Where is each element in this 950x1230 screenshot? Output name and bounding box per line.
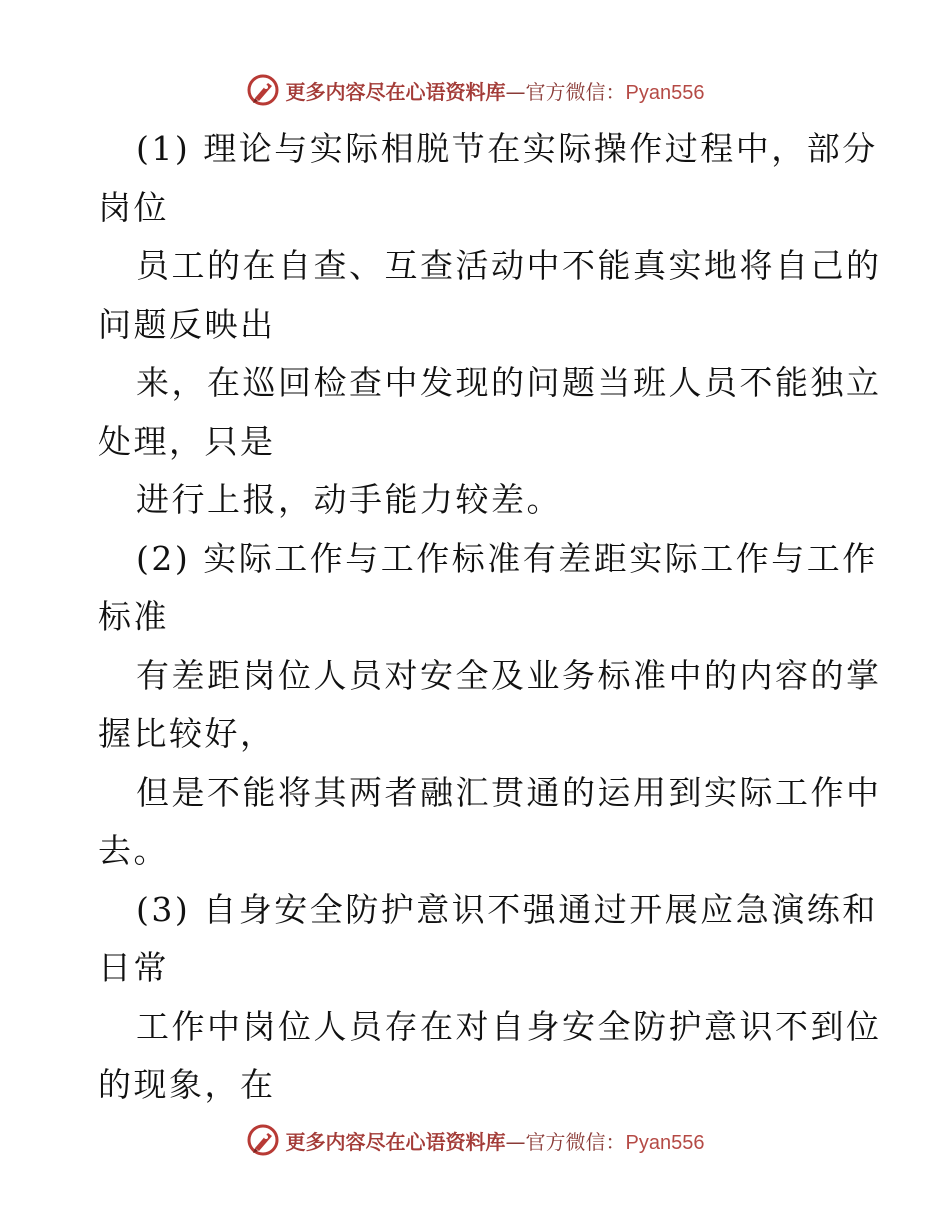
body-line: 问题反映出 (98, 304, 276, 344)
header-contact-label: 官方微信： (525, 79, 626, 104)
body-line: (1) 理论与实际相脱节在实际操作过程中，部分 (136, 129, 878, 168)
header-separator: — (505, 79, 526, 104)
footer-banner (0, 1118, 950, 1162)
footer-brand: 更多内容尽在心语资料库 (285, 1129, 506, 1154)
body-line: 处理，只是 (98, 421, 276, 461)
pen-logo-icon (246, 73, 280, 107)
body-line: 但是不能将其两者融汇贯通的运用到实际工作中 (136, 772, 882, 812)
body-line: 的现象，在 (98, 1065, 276, 1104)
body-line: 来，在巡回检查中发现的问题当班人员不能独立 (136, 363, 882, 402)
body-line: (3) 自身安全防护意识不强通过开展应急演练和 (136, 889, 878, 929)
body-line: 进行上报，动手能力较差。 (136, 480, 562, 519)
body-line: 标准 (98, 597, 169, 636)
footer-separator: — (505, 1129, 526, 1154)
body-line: 岗位 (98, 187, 169, 227)
header-banner-text (286, 76, 705, 105)
footer-contact-label: 官方微信： (525, 1129, 626, 1154)
body-line: (2) 实际工作与工作标准有差距实际工作与工作 (136, 538, 878, 578)
header-brand: 更多内容尽在心语资料库 (285, 79, 506, 104)
body-line: 去。 (98, 831, 169, 870)
body-line: 日常 (98, 948, 169, 987)
footer-contact-handle: Pyan556 (625, 1131, 705, 1154)
footer-banner-text (286, 1126, 705, 1155)
document-body (98, 120, 882, 1115)
body-line: 工作中岗位人员存在对自身安全防护意识不到位 (136, 1006, 882, 1046)
body-line: 握比较好， (98, 714, 276, 753)
body-line: 有差距岗位人员对安全及业务标准中的内容的掌 (136, 655, 882, 695)
header-contact-handle: Pyan556 (625, 81, 705, 104)
pen-logo-icon (246, 1123, 280, 1157)
header-banner (0, 68, 950, 112)
body-line: 员工的在自查、互查活动中不能真实地将自己的 (136, 246, 882, 285)
